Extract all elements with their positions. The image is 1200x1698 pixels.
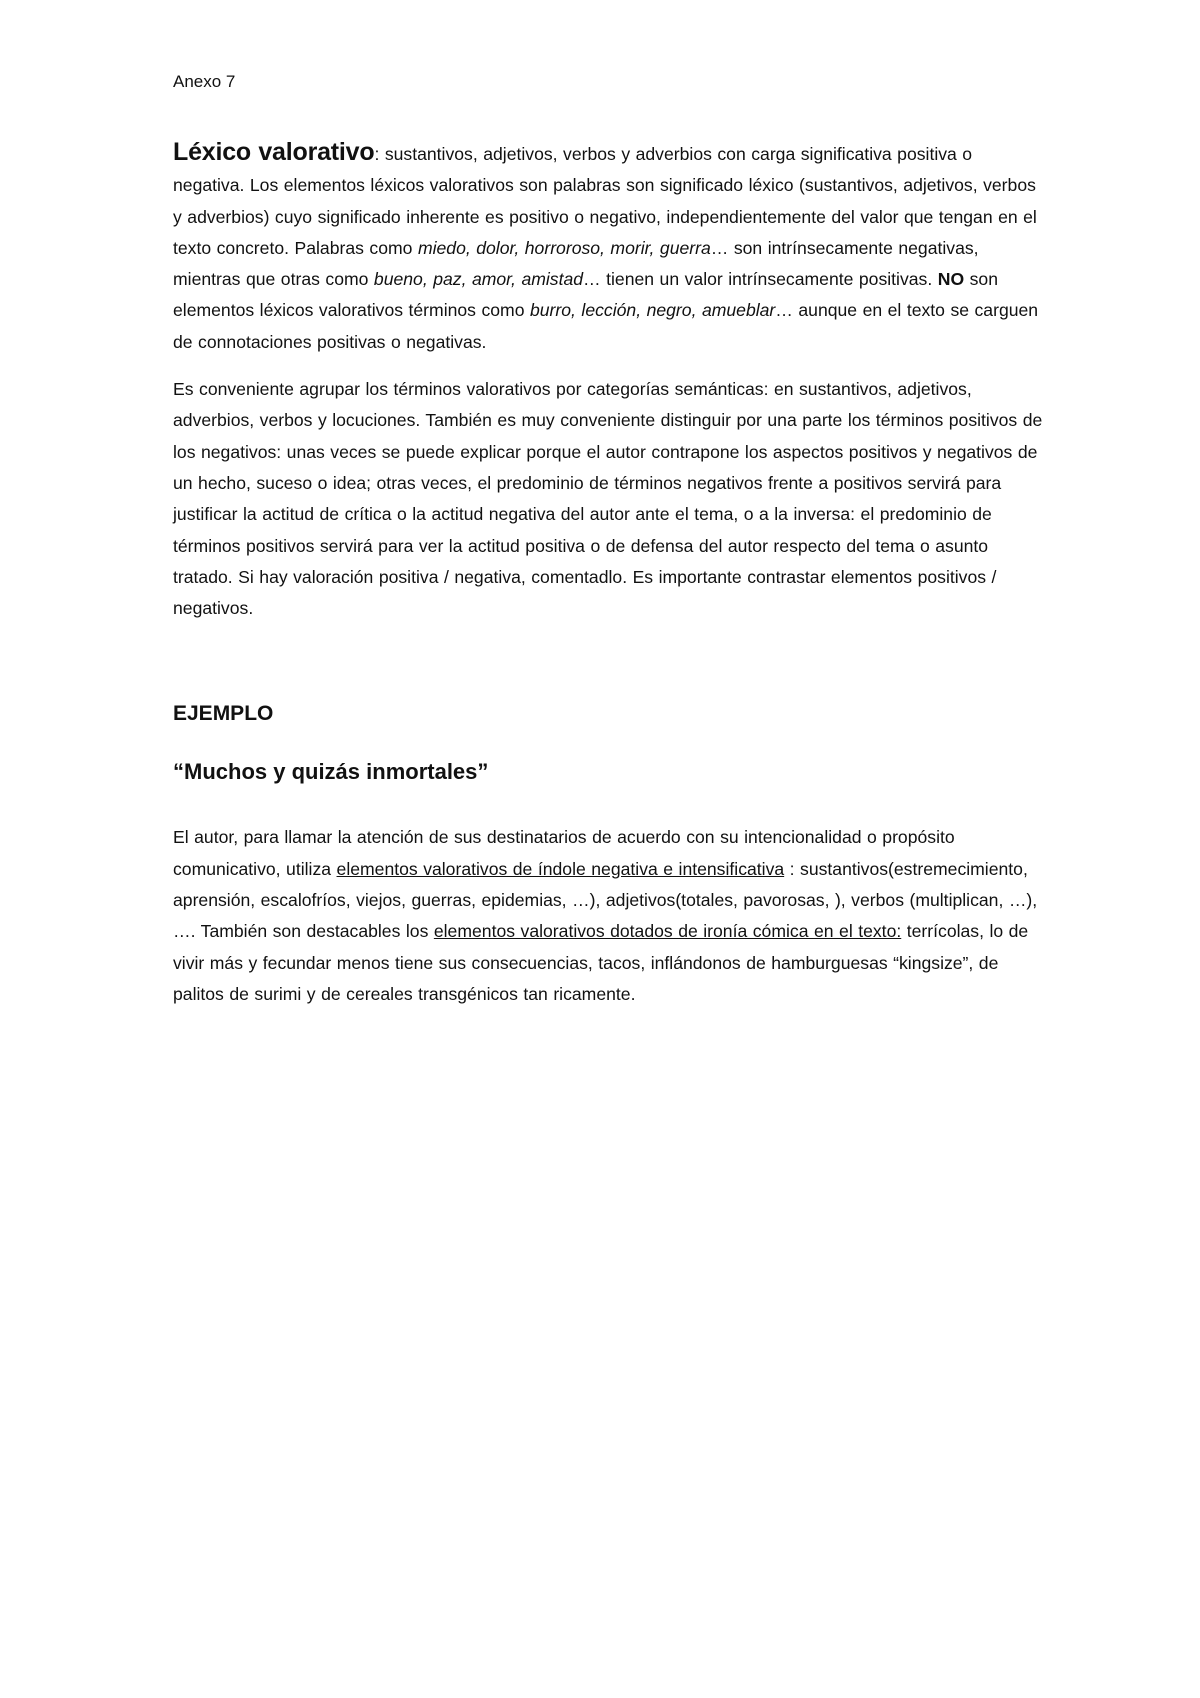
text-run: El autor, para llamar la atención de sus destinatarios de acuerdo con su intencionalidad o propósito comunicativo, utiliza — [173, 827, 955, 879]
text-run: … son intrínsecamente negativas, mientras que otras como — [173, 237, 979, 290]
text-run: son elementos léxicos valorativos términos como — [173, 269, 998, 321]
underlined-phrase-negative: elementos valorativos de índole negativa e intensificativa — [336, 858, 785, 879]
italic-examples-neutral: burro, lección, negro, amueblar — [529, 300, 776, 321]
text-run: terrícolas, lo de vivir más y fecundar menos tiene sus consecuencias, tacos, inflándonos de hamburguesas “kingsize”, de palitos de surimi y de cereales transgénicos tan ricamente. — [173, 921, 1029, 1004]
example-title: “Muchos y quizás inmortales” — [173, 759, 489, 785]
section-title: Léxico valorativo — [173, 138, 375, 166]
text-run: : sustantivos(estremecimiento, aprensión, escalofríos, viejos, guerras, epidemias, …), adjetivos(totales, pavorosas, ), verbos (multiplican, …), …. También son destacables los — [173, 858, 1038, 942]
bold-no: NO — [937, 269, 965, 290]
example-heading: EJEMPLO — [173, 702, 274, 726]
section-paragraph-2: Es conveniente agrupar los términos valorativos por categorías semánticas: en sustantivos, adjetivos, adverbios, verbos y locuciones. También es muy conveniente distinguir por una parte los términos positivos de los negativos: unas veces se puede explicar porque el autor contrapone los aspectos positivos y negativos de un hecho, suceso o idea; otras veces, el predominio de términos negativos frente a positivos servirá para justificar la actitud de crítica o la actitud negativa del autor ante el tema, o a la inversa: el predominio de términos positivos servirá para ver la actitud positiva o de defensa del autor respecto del tema o asunto tratado. Si hay valoración positiva / negativa, comentadlo. Es importante contrastar elementos positivos / negativos. — [173, 379, 1043, 619]
underlined-phrase-irony: elementos valorativos dotados de ironía cómica en el texto: — [433, 921, 902, 942]
italic-examples-negative: miedo, dolor, horroroso, morir, guerra — [417, 237, 711, 258]
section-paragraph-1 — [173, 137, 1048, 358]
text-run: : sustantivos, adjetivos, verbos y adverbios con carga significativa positiva o negativa. Los elementos léxicos valorativos son palabras son significado léxico (sustantivos, adjetivos, verbos y adverbios) cuyo significado inherente es positivo o negativo, independientemente del valor que tengan en el texto concreto. Palabras como — [173, 144, 1037, 258]
example-paragraph — [173, 822, 1048, 1010]
annex-label: Anexo 7 — [173, 72, 236, 91]
italic-examples-positive: bueno, paz, amor, amistad — [373, 269, 584, 290]
document-page — [173, 70, 1048, 1010]
text-run: … tienen un valor intrínsecamente positivas. — [583, 269, 938, 290]
text-run: … aunque en el texto se carguen de connotaciones positivas o negativas. — [173, 300, 1039, 352]
